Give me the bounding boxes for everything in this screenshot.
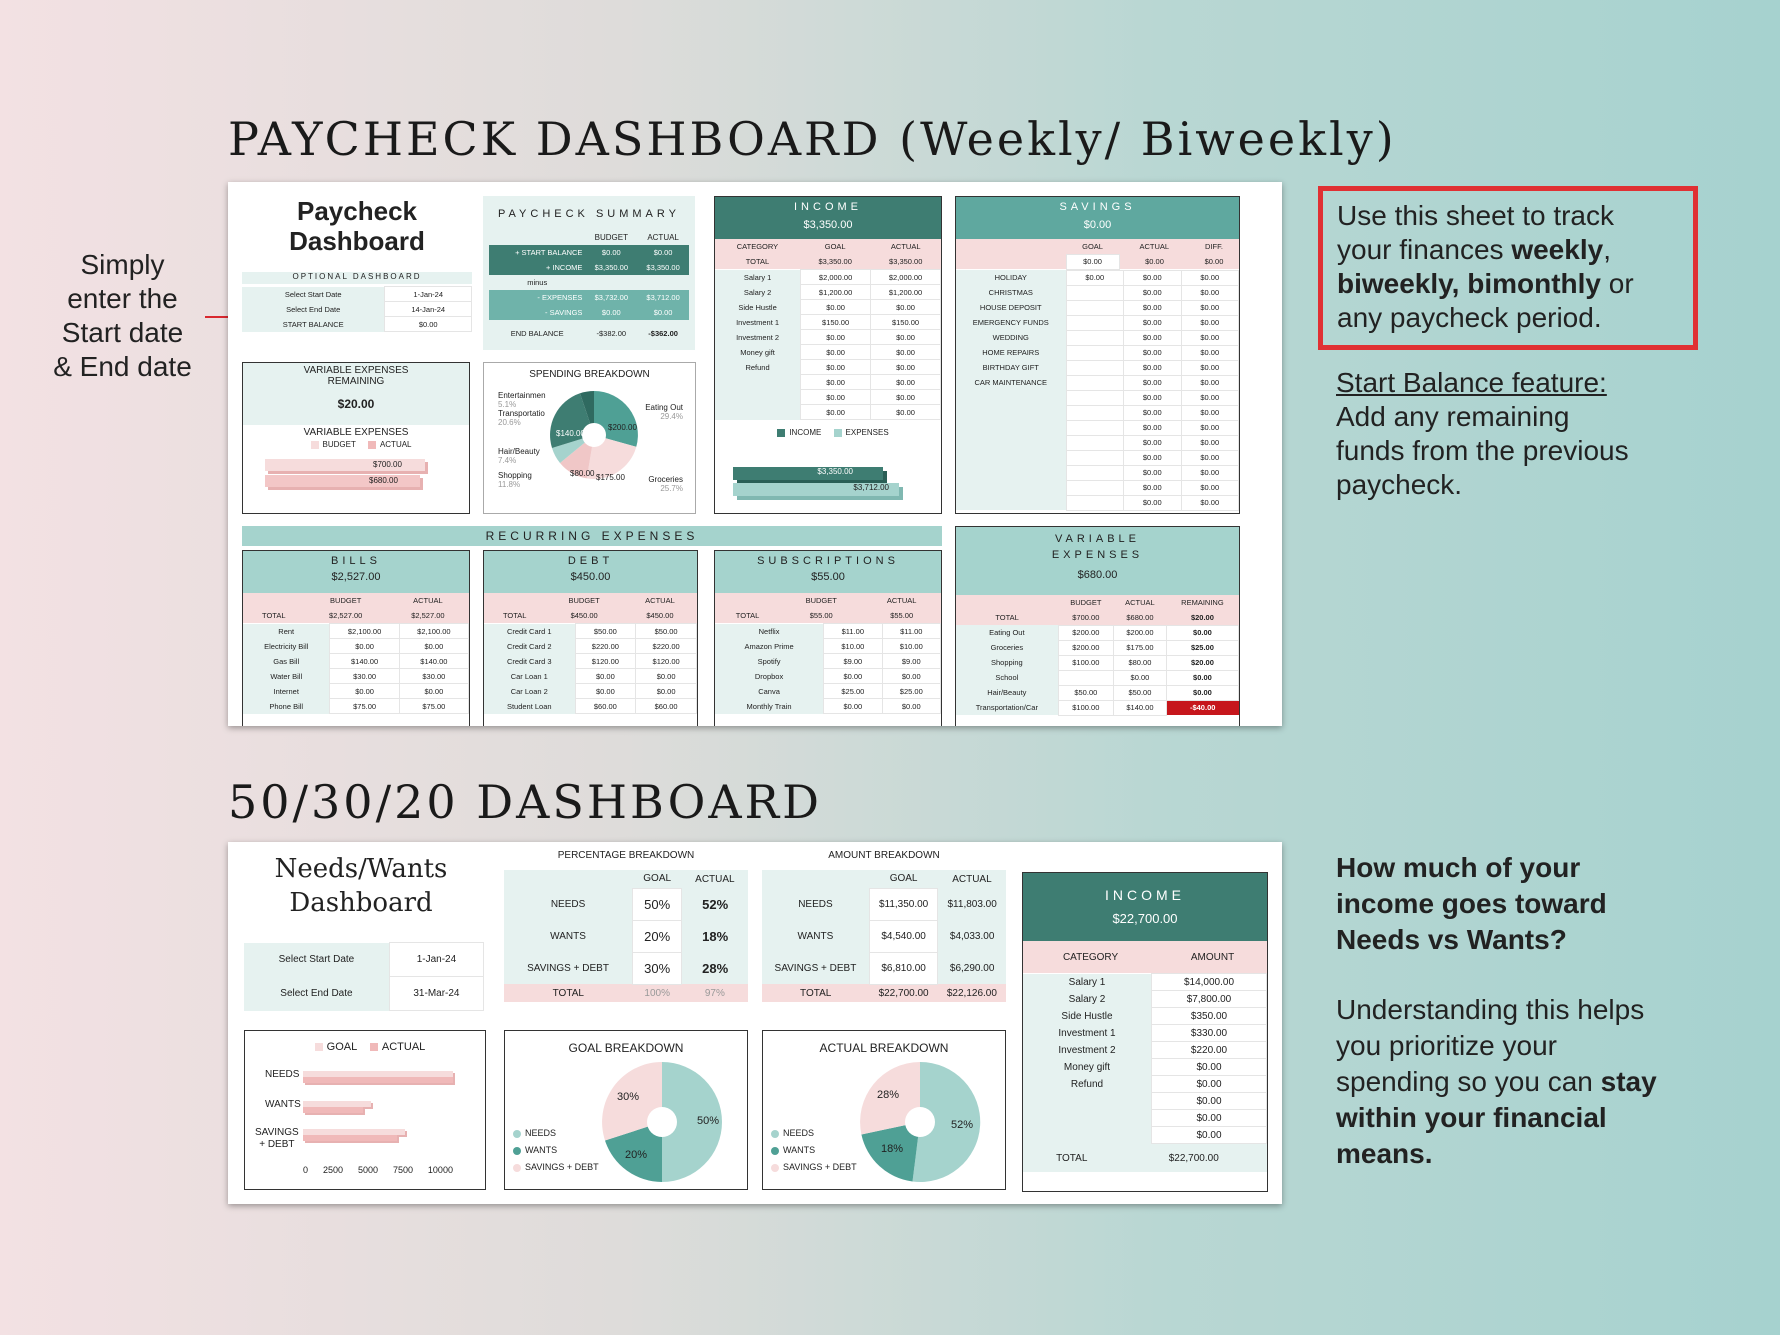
table-cell[interactable]: $330.00	[1152, 1025, 1267, 1042]
table-cell: Salary 2	[1068, 993, 1106, 1005]
table-cell	[1023, 1110, 1152, 1127]
table-cell: Water Bill	[270, 671, 303, 681]
table-cell[interactable]: $0.00	[1181, 375, 1239, 390]
table-row	[956, 330, 1239, 345]
table-cell[interactable]: $0.00	[1181, 450, 1239, 465]
table-cell[interactable]	[1066, 420, 1124, 435]
table-cell: Credit Card 3	[506, 656, 552, 666]
table-row	[956, 480, 1239, 495]
table-cell	[956, 495, 1066, 510]
table-cell[interactable]: $0.00	[1124, 300, 1182, 315]
table-row	[715, 375, 941, 390]
table-cell[interactable]	[1066, 480, 1124, 495]
income-bar: $3,350.00	[733, 467, 883, 480]
table-row	[715, 330, 941, 345]
nw-income-panel: INCOME $22,700.00 CATEGORY AMOUNT Salary 1 $14,000.00 Salary 2 $7,800.00 Side Hustle $350.00 Investment 1 $330.00 Investment 2 $220.00 Money gift $0.00 Refund $0.00 $0.00 $0.00 $0.00 TOTAL $22,700.00	[1022, 872, 1268, 1192]
table-cell[interactable]: $0.00	[801, 390, 871, 405]
table-row	[243, 669, 469, 684]
table-cell[interactable]	[1066, 330, 1124, 345]
table-cell[interactable]: $1,200.00	[801, 285, 871, 300]
table-row	[715, 684, 941, 699]
table-row	[956, 270, 1239, 285]
table-cell[interactable]: $0.00	[882, 669, 940, 684]
table-cell[interactable]: $0.00	[1181, 345, 1239, 360]
table-cell[interactable]: $2,100.00	[330, 624, 399, 639]
variable-expense-rows: BUDGET ACTUAL REMAINING TOTAL $700.00 $680.00 $20.00 Eating Out $200.00 $200.00 $0.00 Groceries $200.00 $175.00 $25.00 Shopping $100.00 $80.00 $20.00 School $0.00 $0.00 Hair/Beauty $50.00 $50.00 $0.00 Transportation/Car $100.00 $140.00 -$40.00	[956, 595, 1239, 716]
table-row	[243, 699, 469, 714]
table-cell: WEDDING	[992, 333, 1029, 342]
table-cell[interactable]: $14,000.00	[1152, 974, 1267, 991]
table-cell[interactable]: $25.00	[882, 684, 940, 699]
table-cell[interactable]: $120.00	[636, 654, 697, 669]
table-cell[interactable]: $80.00	[1114, 655, 1167, 670]
table-cell: Side Hustle	[1061, 1010, 1113, 1022]
variable-expenses-panel: VARIABLE EXPENSES $680.00 BUDGET ACTUAL REMAINING TOTAL $700.00 $680.00 $20.00 Eating Out $200.00 $200.00 $0.00 Groceries $200.00 $175.00 $25.00 Shopping $100.00 $80.00 $20.00 School $0.00 $0.00 Hair/Beauty $50.00 $50.00 $0.00 Transportation/Car $100.00 $140.00 -$40.00	[955, 526, 1240, 726]
table-cell[interactable]: $0.00	[1124, 360, 1182, 375]
table-row	[715, 315, 941, 330]
table-cell: Credit Card 1	[506, 626, 552, 636]
table-cell[interactable]: $0.00	[1124, 270, 1182, 285]
table-row	[956, 670, 1239, 685]
table-cell[interactable]: $0.00	[801, 360, 871, 375]
table-cell[interactable]: $0.00	[1181, 420, 1239, 435]
amt-table: GOAL ACTUAL NEEDS $11,350.00 $11,803.00 WANTS $4,540.00 $4,033.00 SAVINGS + DEBT $6,810.00 $6,290.00 TOTAL $22,700.00 $22,126.00	[762, 870, 1006, 1002]
table-row	[1023, 1042, 1267, 1059]
table-cell	[956, 435, 1066, 450]
table-cell: HOLIDAY	[994, 273, 1027, 282]
table-cell[interactable]: $11.00	[882, 624, 940, 639]
table-row	[1023, 1093, 1267, 1110]
table-row	[1023, 974, 1267, 991]
table-cell[interactable]: $11.00	[824, 624, 882, 639]
table-cell[interactable]: $20.00	[1166, 655, 1238, 670]
table-cell[interactable]: $30.00	[330, 669, 399, 684]
table-cell[interactable]: $9.00	[824, 654, 882, 669]
table-cell: Monthly Train	[746, 701, 792, 711]
table-cell[interactable]: $1,200.00	[871, 285, 941, 300]
table-cell: Refund	[1070, 1078, 1104, 1090]
table-row	[484, 684, 697, 699]
table-cell[interactable]: $150.00	[801, 315, 871, 330]
table-cell[interactable]: $0.00	[1181, 300, 1239, 315]
table-cell[interactable]: $0.00	[1181, 270, 1239, 285]
variable-remaining-panel: VARIABLE EXPENSES REMAINING $20.00 VARIABLE EXPENSES BUDGET ACTUAL $700.00 $680.00	[242, 362, 470, 514]
table-cell[interactable]: $0.00	[801, 345, 871, 360]
table-cell[interactable]: $25.00	[1166, 640, 1238, 655]
table-cell[interactable]: $2,100.00	[399, 624, 468, 639]
table-cell: Gas Bill	[273, 656, 300, 666]
table-row	[1023, 1059, 1267, 1076]
table-cell[interactable]: $0.00	[636, 669, 697, 684]
table-cell[interactable]: $0.00	[1181, 390, 1239, 405]
table-cell[interactable]: $0.00	[575, 684, 636, 699]
income-rows	[715, 269, 941, 420]
table-row	[715, 654, 941, 669]
table-row	[956, 390, 1239, 405]
table-cell	[715, 390, 801, 405]
table-row	[956, 465, 1239, 480]
table-cell[interactable]: $0.00	[1181, 480, 1239, 495]
table-row	[956, 405, 1239, 420]
table-cell[interactable]	[1066, 495, 1124, 510]
table-cell: Car Loan 1	[510, 671, 548, 681]
table-row	[715, 390, 941, 405]
table-row	[1023, 1076, 1267, 1093]
table-row	[243, 654, 469, 669]
table-cell: Money gift	[740, 347, 775, 357]
table-row	[715, 639, 941, 654]
table-cell[interactable]: $60.00	[575, 699, 636, 714]
table-cell[interactable]: $0.00	[801, 405, 871, 420]
table-cell[interactable]	[1066, 390, 1124, 405]
table-cell[interactable]: $175.00	[1114, 640, 1167, 655]
needs-heading: 50/30/20 DASHBOARD	[228, 775, 823, 829]
table-row	[484, 639, 697, 654]
table-cell[interactable]: $75.00	[399, 699, 468, 714]
recurring-header: RECURRING EXPENSES	[242, 526, 942, 546]
table-cell[interactable]: $0.00	[824, 699, 882, 714]
table-cell[interactable]: $0.00	[871, 330, 941, 345]
table-cell: Car Loan 2	[510, 686, 548, 696]
table-cell: Transportation/Car	[975, 703, 1038, 712]
table-cell: Dropbox	[754, 671, 784, 681]
table-cell[interactable]: $0.00	[871, 375, 941, 390]
table-cell[interactable]	[1066, 345, 1124, 360]
table-cell: Investment 1	[1058, 1027, 1116, 1039]
table-cell: Canva	[758, 686, 780, 696]
table-cell[interactable]: $10.00	[824, 639, 882, 654]
expenses-bar: $3,712.00	[733, 483, 899, 496]
bills-panel: BILLS $2,527.00 BUDGET ACTUAL TOTAL $2,527.00 $2,527.00 Rent $2,100.00 $2,100.00 Electricity Bill $0.00 $0.00 Gas Bill $140.00 $140.00 Water Bill $30.00 $30.00 Internet $0.00 $0.00 Phone Bill $75.00 $75.00	[242, 550, 470, 726]
nw-bar-chart: GOAL ACTUAL NEEDS WANTS SAVINGS + DEBT 0 2500 5000 7500 10000	[244, 1030, 486, 1190]
table-cell[interactable]: $0.00	[1124, 345, 1182, 360]
table-cell[interactable]	[1066, 465, 1124, 480]
table-cell[interactable]	[1066, 435, 1124, 450]
table-cell: Phone Bill	[269, 701, 304, 711]
tip-box: Use this sheet to track your finances weekly, biweekly, bimonthly or any paycheck period.	[1318, 186, 1698, 350]
table-cell	[1023, 1127, 1152, 1144]
table-cell[interactable]: $0.00	[1152, 1127, 1267, 1144]
table-cell[interactable]: $50.00	[1114, 685, 1167, 700]
table-row	[956, 420, 1239, 435]
savings-panel: SAVINGS $0.00 GOAL ACTUAL DIFF. $0.00 $0.00 $0.00 HOLIDAY $0.00 $0.00 $0.00 CHRISTMAS $0.00 $0.00 HOUSE DEPOSIT $0.00 $0.00 EMERGENCY FUNDS $0.00 $0.00 WEDDING $0.00 $0.00 HOME REPAIRS $0.00 $0.00 BIRTHDAY GIFT $0.00 $0.00 CAR MAINTENANCE $0.00 $0.00 $0.00 $0.00 $0.00 $0.00 $0.00 $0.00 $0.00 $0.00 $0.00 $0.00 $0.00 $0.00 $0.00 $0.00 $0.00 $0.00	[955, 196, 1240, 514]
table-row	[243, 684, 469, 699]
table-cell: Salary 1	[743, 272, 772, 282]
table-cell: HOME REPAIRS	[982, 348, 1040, 357]
pct-title: PERCENTAGE BREAKDOWN	[557, 850, 695, 861]
table-cell[interactable]: $0.00	[871, 345, 941, 360]
table-cell[interactable]: $0.00	[1181, 330, 1239, 345]
pct-table: GOAL ACTUAL NEEDS 50% 52% WANTS 20% 18% SAVINGS + DEBT 30% 28% TOTAL 100% 97%	[504, 870, 748, 1002]
table-cell[interactable]: $0.00	[871, 360, 941, 375]
table-cell[interactable]: $0.00	[824, 669, 882, 684]
table-cell	[715, 375, 801, 390]
table-row	[715, 624, 941, 639]
table-cell[interactable]: $7,800.00	[1152, 991, 1267, 1008]
table-row	[956, 300, 1239, 315]
table-cell: Credit Card 2	[506, 641, 552, 651]
table-cell: Student Loan	[506, 701, 552, 711]
table-cell[interactable]: $0.00	[330, 639, 399, 654]
table-cell[interactable]: $0.00	[1124, 405, 1182, 420]
table-cell[interactable]: $0.00	[1124, 330, 1182, 345]
table-cell: Investment 1	[736, 317, 780, 327]
amt-title: AMOUNT BREAKDOWN	[828, 850, 940, 861]
table-cell[interactable]: $50.00	[1058, 685, 1113, 700]
table-cell[interactable]: $10.00	[882, 639, 940, 654]
left-note: Simply enter the Start date & End date	[53, 249, 192, 382]
table-cell[interactable]: $0.00	[1166, 625, 1238, 640]
table-cell[interactable]: $0.00	[1181, 360, 1239, 375]
table-cell: School	[995, 673, 1019, 682]
table-cell	[1023, 1093, 1152, 1110]
table-row	[956, 360, 1239, 375]
nw-start-date-input[interactable]: 1-Jan-24	[389, 943, 483, 977]
needs-wants-sheet	[228, 842, 1282, 1204]
table-cell[interactable]: $0.00	[399, 639, 468, 654]
table-cell: Rent	[278, 626, 295, 636]
table-cell: EMERGENCY FUNDS	[972, 318, 1049, 327]
table-row	[715, 669, 941, 684]
table-cell[interactable]: $120.00	[575, 654, 636, 669]
table-row	[1023, 1110, 1267, 1127]
table-cell[interactable]: $75.00	[330, 699, 399, 714]
table-cell[interactable]: $0.00	[1124, 435, 1182, 450]
table-cell[interactable]: $0.00	[1124, 450, 1182, 465]
optional-label: OPTIONAL DASHBOARD	[242, 272, 472, 284]
spending-breakdown: SPENDING BREAKDOWN $200.00 $140.00 $175.00 $80.00 Entertainmen 5.1% Transportatio 20.6% Hair/Beauty 7.4% Shopping 11.8% Eating Out 29.4% Groceries 25.7%	[483, 362, 696, 514]
table-cell[interactable]: $140.00	[1114, 700, 1167, 715]
table-cell[interactable]: $9.00	[882, 654, 940, 669]
income-panel: INCOME $3,350.00 CATEGORY GOAL ACTUAL TOTAL $3,350.00 $3,350.00 Salary 1 $2,000.00 $2,000.00 Salary 2 $1,200.00 $1,200.00 Side Hustle $0.00 $0.00 Investment 1 $150.00 $150.00 Investment 2 $0.00 $0.00 Money gift $0.00 $0.00 Refund $0.00 $0.00 $0.00 $0.00 $0.00 $0.00 $0.00 $0.00 INCOME EXPENSES $3,350.00 $3,712.00	[714, 196, 942, 514]
table-row	[715, 360, 941, 375]
start-balance-note: Start Balance feature: Add any remaining funds from the previous paycheck.	[1336, 367, 1629, 500]
table-cell	[956, 405, 1066, 420]
table-cell[interactable]: $0.00	[871, 300, 941, 315]
table-cell[interactable]: $0.00	[1066, 270, 1124, 285]
table-row	[1023, 991, 1267, 1008]
table-cell[interactable]: $0.00	[399, 684, 468, 699]
table-cell[interactable]: $0.00	[1124, 420, 1182, 435]
table-cell[interactable]: $140.00	[399, 654, 468, 669]
table-cell[interactable]: $0.00	[1114, 670, 1167, 685]
table-cell	[956, 465, 1066, 480]
table-cell[interactable]: $50.00	[575, 624, 636, 639]
table-cell[interactable]: $0.00	[1181, 315, 1239, 330]
table-cell[interactable]: $0.00	[1152, 1093, 1267, 1110]
table-cell: Shopping	[990, 658, 1023, 667]
table-cell[interactable]	[1066, 285, 1124, 300]
table-cell: Money gift	[1063, 1061, 1111, 1073]
table-row	[1023, 1127, 1267, 1144]
table-row	[956, 345, 1239, 360]
table-cell[interactable]: $0.00	[575, 669, 636, 684]
table-cell: Investment 2	[1058, 1044, 1116, 1056]
subscriptions-panel: SUBSCRIPTIONS $55.00 BUDGET ACTUAL TOTAL $55.00 $55.00 Netflix $11.00 $11.00 Amazon Prime $10.00 $10.00 Spotify $9.00 $9.00 Dropbox $0.00 $0.00 Canva $25.00 $25.00 Monthly Train $0.00 $0.00	[714, 550, 942, 726]
table-cell[interactable]: $200.00	[1058, 640, 1113, 655]
table-row	[956, 640, 1239, 655]
table-row	[956, 450, 1239, 465]
table-cell[interactable]: $0.00	[1124, 465, 1182, 480]
table-cell: Refund	[745, 362, 770, 372]
table-cell: Internet	[273, 686, 299, 696]
table-cell: BIRTHDAY GIFT	[982, 363, 1039, 372]
table-cell[interactable]: $0.00	[1181, 465, 1239, 480]
table-cell[interactable]: $0.00	[1166, 685, 1238, 700]
table-cell[interactable]: $100.00	[1058, 700, 1113, 715]
table-row	[715, 285, 941, 300]
needs-wants-title: Needs/Wants Dashboard	[274, 854, 448, 918]
table-cell[interactable]	[1066, 405, 1124, 420]
table-cell[interactable]: $220.00	[1152, 1042, 1267, 1059]
table-cell[interactable]: $0.00	[330, 684, 399, 699]
actual-breakdown: ACTUAL BREAKDOWN 52% 18% 28% NEEDS WANTS SAVINGS + DEBT	[762, 1030, 1006, 1190]
savings-rows	[956, 270, 1239, 511]
table-cell	[956, 390, 1066, 405]
goal-breakdown: GOAL BREAKDOWN 50% 20% 30% NEEDS WANTS SAVINGS + DEBT	[504, 1030, 748, 1190]
table-cell[interactable]: $0.00	[1181, 435, 1239, 450]
table-cell[interactable]: -$40.00	[1166, 700, 1238, 715]
table-cell[interactable]: $0.00	[1124, 285, 1182, 300]
table-cell[interactable]: $0.00	[1124, 315, 1182, 330]
table-cell[interactable]: $0.00	[1124, 495, 1182, 510]
table-cell: Side Hustle	[738, 302, 777, 312]
table-cell[interactable]: $0.00	[801, 375, 871, 390]
nw-date-table: Select Start Date 1-Jan-24 Select End Date 31-Mar-24	[244, 942, 484, 1011]
table-cell: Spotify	[757, 656, 781, 666]
table-cell[interactable]: $0.00	[882, 699, 940, 714]
table-cell: Electricity Bill	[264, 641, 309, 651]
table-cell[interactable]: $0.00	[1124, 390, 1182, 405]
table-cell[interactable]: $25.00	[824, 684, 882, 699]
table-row	[1023, 1008, 1267, 1025]
table-cell: Salary 1	[1068, 976, 1106, 988]
end-date-input[interactable]: 14-Jan-24	[385, 302, 472, 317]
table-cell: CHRISTMAS	[988, 288, 1033, 297]
table-cell[interactable]	[1066, 375, 1124, 390]
table-cell[interactable]: $0.00	[1181, 405, 1239, 420]
table-cell[interactable]: $0.00	[1124, 375, 1182, 390]
bar-actual-0	[303, 1077, 453, 1083]
table-cell[interactable]	[1066, 300, 1124, 315]
needs-note: How much of your income goes toward Needs vs Wants? Understanding this helps you prioritize your spending so you can stay within your financial means.	[1336, 852, 1657, 1169]
paycheck-summary: PAYCHECK SUMMARY BUDGET ACTUAL + START BALANCE $0.00 $0.00 + INCOME $3,350.00 $3,350.00 minus - EXPENSES $3,732.00 $3,712.00 - SAVINGS $0.00 $0.00 END BALANCE -$382.00 -$362.00	[483, 196, 695, 350]
table-row	[956, 285, 1239, 300]
table-row	[956, 495, 1239, 510]
table-cell[interactable]: $0.00	[1181, 495, 1239, 510]
table-cell[interactable]	[1066, 315, 1124, 330]
table-cell[interactable]: $140.00	[330, 654, 399, 669]
table-cell: Eating Out	[989, 628, 1025, 637]
table-cell[interactable]: $0.00	[636, 684, 697, 699]
bar-actual-2	[303, 1135, 397, 1141]
table-cell[interactable]: $50.00	[636, 624, 697, 639]
table-cell[interactable]: $150.00	[871, 315, 941, 330]
table-cell	[956, 420, 1066, 435]
bar-actual-1	[303, 1107, 363, 1113]
table-row	[956, 375, 1239, 390]
table-row	[484, 624, 697, 639]
table-cell[interactable]: $0.00	[871, 390, 941, 405]
table-row	[1023, 1025, 1267, 1042]
table-row	[715, 699, 941, 714]
table-row	[243, 639, 469, 654]
table-row	[715, 300, 941, 315]
table-cell[interactable]: $30.00	[399, 669, 468, 684]
table-row	[715, 270, 941, 285]
table-cell: Amazon Prime	[744, 641, 794, 651]
table-row	[715, 405, 941, 420]
debt-panel: DEBT $450.00 BUDGET ACTUAL TOTAL $450.00 $450.00 Credit Card 1 $50.00 $50.00 Credit Card 2 $220.00 $220.00 Credit Card 3 $120.00 $120.00 Car Loan 1 $0.00 $0.00 Car Loan 2 $0.00 $0.00 Student Loan $60.00 $60.00	[483, 550, 698, 726]
table-row	[715, 345, 941, 360]
table-cell: HOUSE DEPOSIT	[979, 303, 1042, 312]
paycheck-heading: PAYCHECK DASHBOARD (Weekly/ Biweekly)	[228, 112, 1397, 166]
table-cell[interactable]: $200.00	[1058, 625, 1113, 640]
paycheck-title: Paycheck Dashboard	[289, 196, 425, 256]
table-cell[interactable]: $220.00	[636, 639, 697, 654]
table-cell[interactable]: $0.00	[871, 405, 941, 420]
table-cell[interactable]	[1066, 360, 1124, 375]
table-cell: Investment 2	[736, 332, 780, 342]
table-cell[interactable]: $0.00	[1181, 285, 1239, 300]
nw-income-rows	[1023, 973, 1267, 1144]
table-row	[243, 624, 469, 639]
table-cell[interactable]: $2,000.00	[871, 270, 941, 285]
table-cell[interactable]: $200.00	[1114, 625, 1167, 640]
table-cell[interactable]: $0.00	[801, 330, 871, 345]
date-table: Select Start Date 1-Jan-24 Select End Date 14-Jan-24 START BALANCE $0.00	[242, 286, 472, 332]
table-row	[956, 625, 1239, 640]
table-row	[956, 685, 1239, 700]
table-cell[interactable]	[1066, 450, 1124, 465]
table-cell[interactable]: $0.00	[1152, 1110, 1267, 1127]
table-cell[interactable]: $220.00	[575, 639, 636, 654]
start-date-input[interactable]: 1-Jan-24	[385, 287, 472, 302]
table-cell: Netflix	[758, 626, 780, 636]
table-cell	[715, 405, 801, 420]
table-cell: Hair/Beauty	[987, 688, 1027, 697]
table-row	[956, 435, 1239, 450]
table-row	[956, 655, 1239, 670]
table-cell[interactable]: $0.00	[1152, 1059, 1267, 1076]
table-cell: CAR MAINTENANCE	[974, 378, 1047, 387]
table-cell[interactable]: $60.00	[636, 699, 697, 714]
table-cell: Salary 2	[743, 287, 772, 297]
nw-end-date-input[interactable]: 31-Mar-24	[389, 977, 483, 1011]
table-row	[484, 654, 697, 669]
table-cell[interactable]: $0.00	[1124, 480, 1182, 495]
table-row	[956, 315, 1239, 330]
table-cell	[956, 480, 1066, 495]
start-balance-input[interactable]: $0.00	[385, 317, 472, 332]
paycheck-sheet	[228, 182, 1282, 726]
table-row	[484, 669, 697, 684]
table-cell[interactable]: $0.00	[801, 300, 871, 315]
table-row	[484, 699, 697, 714]
table-cell[interactable]: $0.00	[1152, 1076, 1267, 1093]
table-cell[interactable]: $0.00	[1166, 670, 1238, 685]
table-cell	[956, 450, 1066, 465]
table-cell[interactable]	[1058, 670, 1113, 685]
table-cell: Groceries	[990, 643, 1024, 652]
table-cell[interactable]: $100.00	[1058, 655, 1113, 670]
table-cell[interactable]: $350.00	[1152, 1008, 1267, 1025]
table-row	[956, 700, 1239, 715]
table-cell[interactable]: $2,000.00	[801, 270, 871, 285]
